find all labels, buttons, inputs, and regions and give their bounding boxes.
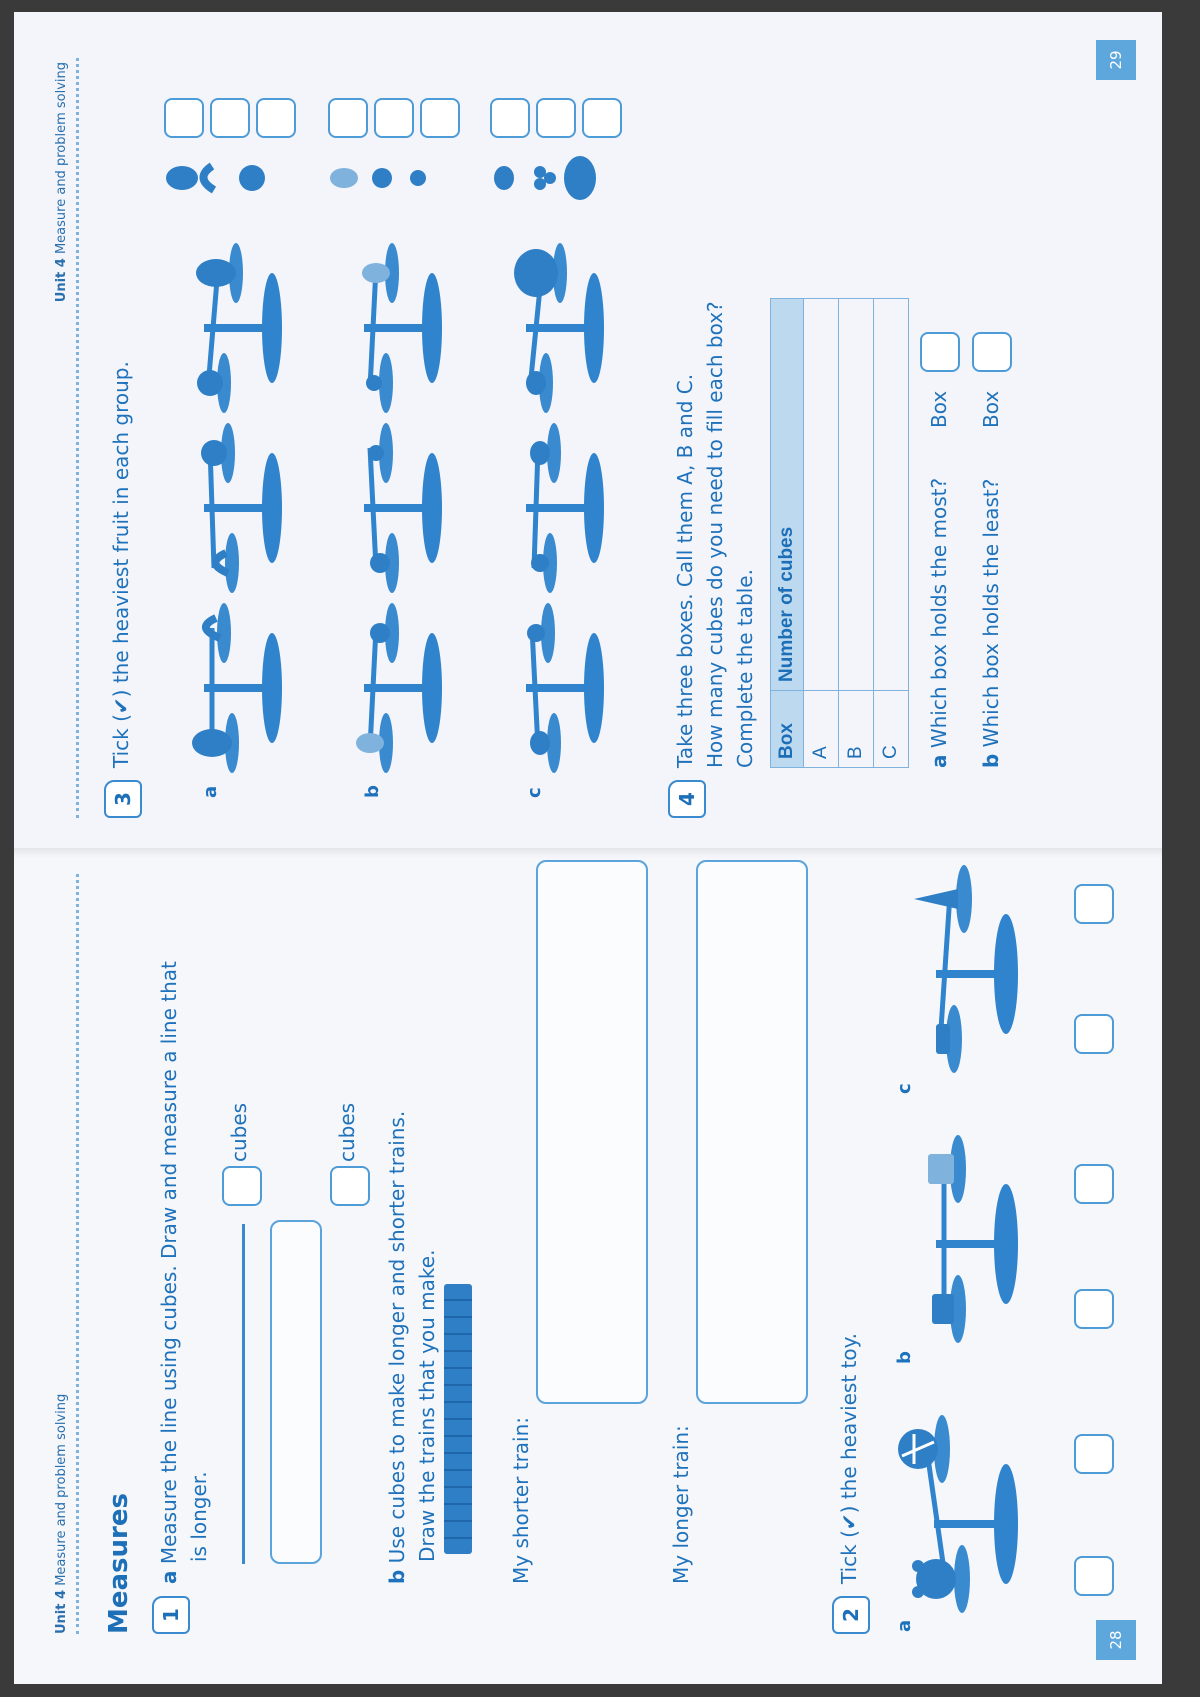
- q4b-text: [976, 479, 1006, 768]
- q4-line3: Complete the table.: [733, 569, 757, 768]
- q3c-tick-box-3[interactable]: [582, 98, 622, 138]
- q1a-line2: is longer.: [187, 1471, 211, 1562]
- q3a-balance-scales: [154, 238, 284, 778]
- longer-train-area[interactable]: [696, 860, 808, 1404]
- q3a-tick-box-2[interactable]: [210, 98, 250, 138]
- q4a-text: [924, 478, 954, 768]
- cube-train-illustration: [444, 1284, 472, 1554]
- left-page: [14, 848, 1162, 1684]
- q3b-tick-box-2[interactable]: [374, 98, 414, 138]
- q2-part-a-label: a: [894, 1619, 915, 1632]
- q1a-answer-box-1[interactable]: [222, 1166, 262, 1206]
- q3b-balance-scales: [314, 238, 444, 778]
- q1a-line1: Measure the line using cubes. Draw and measure a line that: [157, 961, 181, 1565]
- q4-row-b-cubes[interactable]: [839, 299, 874, 691]
- table-row: [804, 299, 839, 768]
- left-header-divider: [76, 874, 79, 1634]
- longer-train-label: My longer train:: [669, 1425, 693, 1584]
- q3-part-a-label: a: [200, 785, 221, 798]
- q1a-unit-2: cubes: [335, 1102, 359, 1162]
- q3c-tick-box-1[interactable]: [490, 98, 530, 138]
- q4-badge: 4: [668, 780, 706, 818]
- shorter-train-area[interactable]: [536, 860, 648, 1404]
- measure-line: [242, 1224, 245, 1564]
- q1b-text: [382, 1111, 412, 1584]
- q4a-question: Which box holds the most?: [927, 477, 951, 749]
- shorter-train-label: My shorter train:: [509, 1416, 533, 1584]
- right-header-title: Measure and problem solving: [54, 62, 69, 255]
- q1a-label: a: [157, 1570, 181, 1584]
- right-page: [14, 12, 1162, 848]
- right-header: [54, 62, 69, 302]
- q3c-balance-scales: [476, 238, 606, 778]
- q4a-box-word: Box: [927, 390, 951, 428]
- q3a-fruit-icons: [164, 148, 274, 208]
- q1a-text: [154, 961, 184, 1584]
- workbook-spread: [14, 12, 1162, 1684]
- q4a-answer-box[interactable]: [920, 332, 960, 372]
- q2a-balance-scale: [874, 1384, 1024, 1624]
- q4-line2: How many cubes do you need to fill each box?: [703, 301, 727, 768]
- q1-badge: 1: [152, 1596, 190, 1634]
- q2c-balance-scale: [874, 854, 1024, 1084]
- q4-row-a-box: A: [804, 691, 839, 768]
- q2a-tick-box-1[interactable]: [1074, 1556, 1114, 1596]
- q2b-tick-box-1[interactable]: [1074, 1289, 1114, 1329]
- left-header: [54, 1394, 69, 1634]
- q4-row-b-box: B: [839, 691, 874, 768]
- q1b-line1: Use cubes to make longer and shorter trains.: [385, 1110, 409, 1564]
- page-title: Measures: [104, 1493, 134, 1634]
- q1b-label: b: [385, 1569, 409, 1584]
- q1a-drawing-area[interactable]: [270, 1220, 322, 1564]
- q2-part-b-label: b: [894, 1351, 915, 1364]
- right-page-number: 29: [1096, 40, 1136, 80]
- q3a-tick-box-1[interactable]: [164, 98, 204, 138]
- q2b-balance-scale: [874, 1114, 1024, 1354]
- left-page-number: 28: [1096, 1620, 1136, 1660]
- q4-row-c-box: C: [874, 691, 909, 768]
- q3-part-b-label: b: [362, 785, 383, 798]
- q4-line1: Take three boxes. Call them A, B and C.: [673, 373, 697, 768]
- q4b-box-word: Box: [979, 390, 1003, 428]
- q2-badge: 2: [832, 1596, 870, 1634]
- q3-part-c-label: c: [524, 787, 545, 798]
- q4b-question: Which box holds the least?: [979, 478, 1003, 748]
- q4-row-c-cubes[interactable]: [874, 299, 909, 691]
- q3c-fruit-icons: [488, 148, 598, 208]
- q4-row-a-cubes[interactable]: [804, 299, 839, 691]
- right-header-divider: [76, 58, 79, 818]
- q3c-tick-box-2[interactable]: [536, 98, 576, 138]
- right-header-unit: Unit 4: [54, 258, 69, 303]
- q4b-answer-box[interactable]: [972, 332, 1012, 372]
- q3-badge: 3: [104, 780, 142, 818]
- q1a-answer-box-2[interactable]: [330, 1166, 370, 1206]
- q1b-line2: Draw the trains that you make.: [415, 1249, 439, 1562]
- q2a-tick-box-2[interactable]: [1074, 1434, 1114, 1474]
- left-header-unit: Unit 4: [54, 1589, 69, 1634]
- q2-part-c-label: c: [894, 1083, 915, 1094]
- q4-table: [770, 298, 909, 768]
- q4-table-header-row: [771, 299, 804, 768]
- q1a-unit-1: cubes: [227, 1102, 251, 1162]
- q4-table-header-cubes: Number of cubes: [771, 299, 804, 691]
- left-header-title: Measure and problem solving: [54, 1393, 69, 1586]
- q3b-tick-box-1[interactable]: [328, 98, 368, 138]
- q3b-fruit-icons: [326, 148, 436, 208]
- table-row: [839, 299, 874, 768]
- rotated-stage: [14, 12, 1162, 1684]
- q3b-tick-box-3[interactable]: [420, 98, 460, 138]
- q3a-tick-box-3[interactable]: [256, 98, 296, 138]
- q4b-label: b: [979, 753, 1003, 768]
- q2b-tick-box-2[interactable]: [1074, 1164, 1114, 1204]
- q2c-tick-box-2[interactable]: [1074, 884, 1114, 924]
- q2-text: Tick (✔) the heaviest toy.: [837, 1333, 861, 1584]
- q4-table-header-box: Box: [771, 691, 804, 768]
- q2c-tick-box-1[interactable]: [1074, 1014, 1114, 1054]
- table-row: [874, 299, 909, 768]
- q3-text: Tick (✔) the heaviest fruit in each group.: [109, 361, 133, 768]
- q4a-label: a: [927, 754, 951, 768]
